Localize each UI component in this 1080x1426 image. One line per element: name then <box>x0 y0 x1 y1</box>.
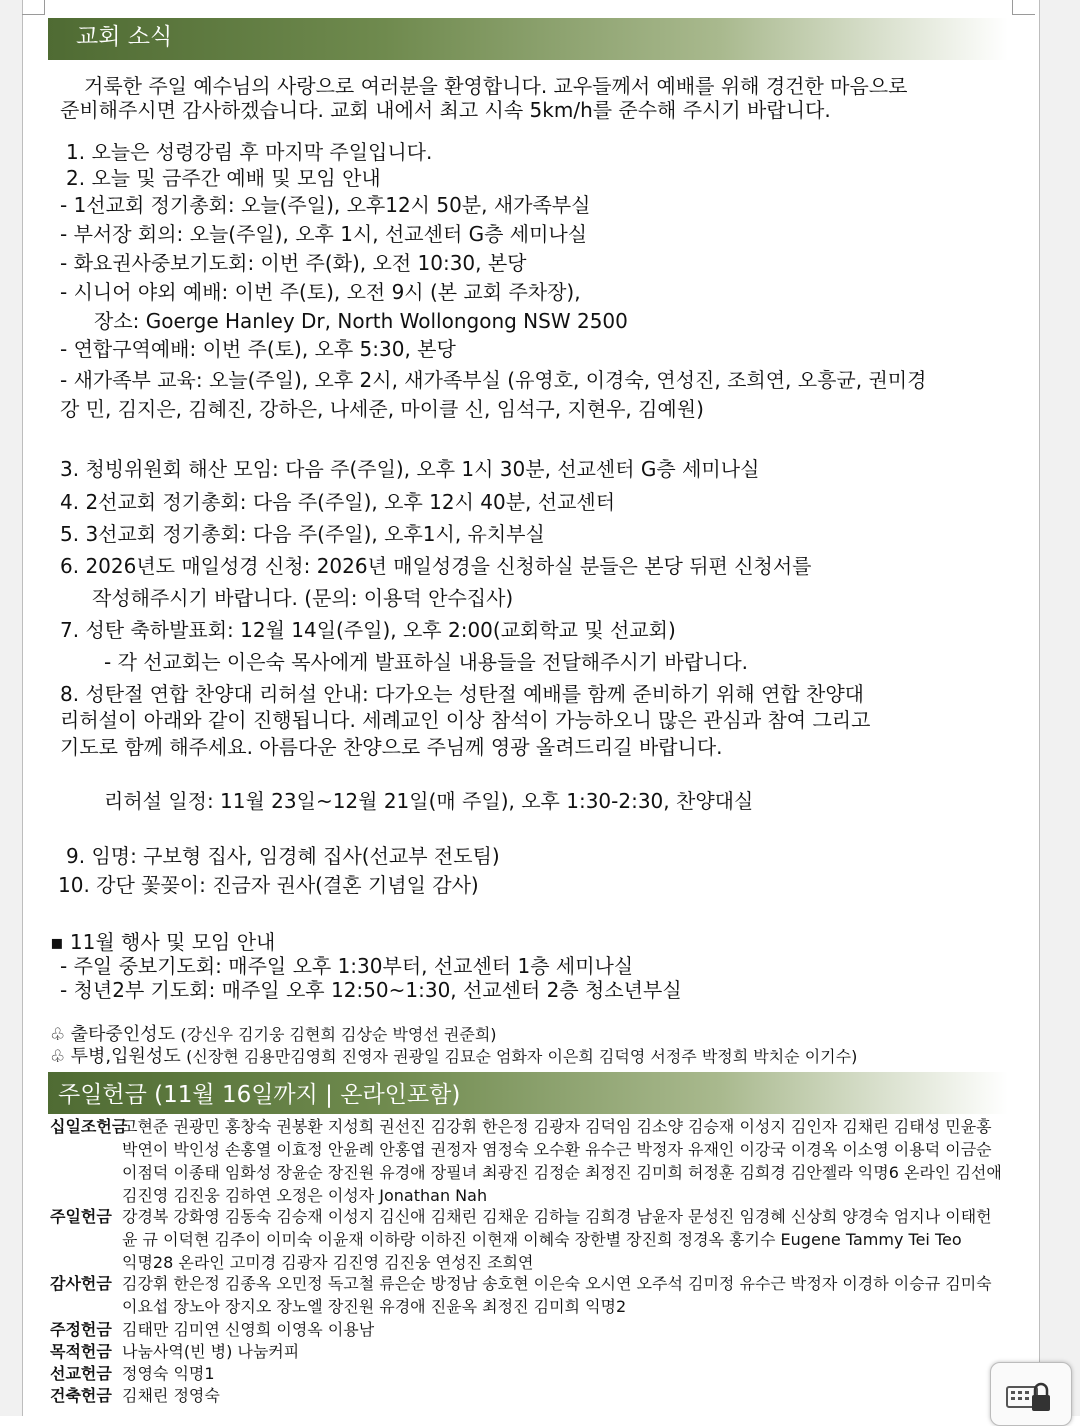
offering-banner <box>48 1072 1008 1114</box>
announcement-line: 1. 오늘은 성령강림 후 마지막 주일입니다. <box>66 140 433 164</box>
announcement-line: 장소: Goerge Hanley Dr, North Wollongong NSW 2500 <box>94 309 628 333</box>
offering-label: 선교헌금 <box>50 1364 112 1383</box>
offering-label: 목적헌금 <box>50 1342 112 1361</box>
offering-label: 주정헌금 <box>50 1320 112 1339</box>
offering-names <box>122 1205 1012 1274</box>
prayer-names: (강신우 김기웅 김현희 김상순 박영선 권준희) <box>180 1025 497 1044</box>
announcement-line: - 1선교회 정기총회: 오늘(주일), 오후12시 50분, 새가족부실 <box>60 193 591 217</box>
announcement-line: 리허설 일정: 11월 23일~12월 21일(매 주일), 오후 1:30-2:30, 찬양대실 <box>104 789 754 813</box>
intro-line-1: 거룩한 주일 예수님의 사랑으로 여러분을 환영합니다. 교우들께서 예배를 위해 경건한 마음으로 <box>84 74 908 98</box>
announcement-line: - 각 선교회는 이은숙 목사에게 발표하실 내용들을 전달해주시기 바랍니다. <box>104 650 749 674</box>
offering-names <box>122 1272 1012 1318</box>
announcement-line: 10. 강단 꽃꽂이: 진금자 권사(결혼 기념일 감사) <box>58 873 479 897</box>
offering-names <box>122 1115 1012 1207</box>
names-line: 강경복 강화영 김동숙 김승재 이성지 김신애 김채린 김채운 김하늘 김희경 남윤자 문성진 임경혜 신상희 양경숙 엄지나 이태헌 <box>122 1207 992 1226</box>
announcement-line: - 시니어 야외 예배: 이번 주(토), 오전 9시 (본 교회 주차장), <box>60 280 581 304</box>
prayer-label: 출타중인성도 <box>70 1024 175 1045</box>
offering-label: 건축헌금 <box>50 1386 112 1405</box>
news-title: 교회 소식 <box>76 24 173 50</box>
names-line: 이점덕 이종태 임화성 장윤순 장진원 유경애 장필녀 최광진 김정순 최정진 김미희 허정훈 김희경 김안젤라 익명6 온라인 김선애 <box>122 1163 1002 1182</box>
keyboard-lock-icon <box>991 1363 1071 1417</box>
prayer-label: 투병,입원성도 <box>70 1046 181 1067</box>
announcement-line: 7. 성탄 축하발표회: 12월 14일(주일), 오후 2:00(교회학교 및 선교회) <box>60 618 676 642</box>
announcement-line: ▪ 11월 행사 및 모임 안내 <box>50 930 276 954</box>
names-line: 나눔사역(빈 병) 나눔커피 <box>122 1342 300 1361</box>
announcement-line: 리허설이 아래와 같이 진행됩니다. 세례교인 이상 참석이 가능하오니 많은 관심과 참여 그리고 <box>60 708 871 732</box>
announcement-line: 3. 청빙위원회 해산 모임: 다음 주(주일), 오후 1시 30분, 선교센터 G층 세미나실 <box>60 457 760 481</box>
margin-corner-right <box>1012 0 1035 15</box>
names-line: 정영숙 익명1 <box>122 1364 215 1383</box>
announcement-line: - 청년2부 기도회: 매주일 오후 12:50~1:30, 선교센터 2층 청소년부실 <box>60 978 682 1002</box>
prayer-names: (신장현 김용만김영희 진영자 권광일 김묘순 엄화자 이은희 김덕영 서정주 박정희 박치순 이기수) <box>186 1047 858 1066</box>
names-line: 김태만 김미연 신영희 이영옥 이용남 <box>122 1320 375 1339</box>
names-line: 박연이 박인성 손홍열 이효정 안윤례 안홍엽 권정자 염정숙 오수환 유수근 박정자 유재인 이강국 이경옥 이소영 이용덕 이금순 <box>122 1140 992 1159</box>
names-line: 김채린 정영숙 <box>122 1386 220 1405</box>
clover-icon: ♧ <box>50 1047 66 1067</box>
names-line: 윤 규 이덕현 김주이 이미숙 이윤재 이하랑 이하진 이현재 이혜숙 장한별 장진희 정경옥 홍기수 Eugene Tammy Tei Teo <box>122 1230 962 1249</box>
announcement-line: 5. 3선교회 정기총회: 다음 주(주일), 오후1시, 유치부실 <box>60 522 545 546</box>
margin-corner-left <box>22 0 45 15</box>
announcement-line: 9. 임명: 구보형 집사, 임경혜 집사(선교부 전도팀) <box>66 844 500 868</box>
announcement-line: - 부서장 회의: 오늘(주일), 오후 1시, 선교센터 G층 세미나실 <box>60 222 588 246</box>
names-line: 김강휘 한은정 김종옥 오민정 독고철 류은순 방정남 송호현 이은숙 오시연 오주석 김미정 유수근 박정자 이경하 이승규 김미숙 <box>122 1274 992 1293</box>
news-banner <box>48 18 1008 60</box>
announcement-line: - 화요권사중보기도회: 이번 주(화), 오전 10:30, 본당 <box>60 251 527 275</box>
offering-names <box>122 1318 1012 1341</box>
offering-label: 주일헌금 <box>50 1207 112 1226</box>
names-line: 이요섭 장노아 장지오 장노엘 장진원 유경애 진윤옥 최정진 김미희 익명2 <box>122 1297 627 1316</box>
offering-names <box>122 1384 1012 1407</box>
clover-icon: ♧ <box>50 1025 66 1045</box>
prayer-sick <box>50 1046 857 1068</box>
announcement-line: 강 민, 김지은, 김혜진, 강하은, 나세준, 마이클 신, 임석구, 지현우, 김예원) <box>60 397 704 421</box>
announcement-line: 2. 오늘 및 금주간 예배 및 모임 안내 <box>66 166 381 190</box>
announcement-line: - 새가족부 교육: 오늘(주일), 오후 2시, 새가족부실 (유영호, 이경숙, 연성진, 조희연, 오흥균, 권미경 <box>60 368 927 392</box>
announcement-line: 6. 2026년도 매일성경 신청: 2026년 매일성경을 신청하실 분들은 본당 뒤편 신청서를 <box>60 554 812 578</box>
announcement-line: - 주일 중보기도회: 매주일 오후 1:30부터, 선교센터 1층 세미나실 <box>60 954 634 978</box>
keyboard-lock-button[interactable] <box>990 1362 1072 1426</box>
names-line: 김진영 김진웅 김하연 오정은 이성자 Jonathan Nah <box>122 1186 488 1205</box>
announcement-line: - 연합구역예배: 이번 주(토), 오후 5:30, 본당 <box>60 337 456 361</box>
intro-line-2: 준비해주시면 감사하겠습니다. 교회 내에서 최고 시속 5km/h를 준수해 주시기 바랍니다. <box>60 98 831 122</box>
offering-label: 십일조헌금 <box>50 1117 128 1136</box>
offering-label: 감사헌금 <box>50 1274 112 1293</box>
announcement-line: 8. 성탄절 연합 찬양대 리허설 안내: 다가오는 성탄절 예배를 함께 준비하기 위해 연합 찬양대 <box>60 682 864 706</box>
names-line: 익명28 온라인 고미경 김광자 김진영 김진웅 연성진 조희연 <box>122 1253 534 1272</box>
names-line: 고현준 권광민 홍창숙 권봉환 지성희 권선진 김강휘 한은정 김광자 김덕임 김소양 김승재 이성지 김인자 김채린 김태성 민윤홍 <box>122 1117 992 1136</box>
offering-title: 주일헌금 (11월 16일까지 | 온라인포함) <box>58 1082 461 1108</box>
announcement-line: 4. 2선교회 정기총회: 다음 주(주일), 오후 12시 40분, 선교센터 <box>60 490 616 514</box>
announcement-line: 기도로 함께 해주세요. 아름다운 찬양으로 주님께 영광 올려드리길 바랍니다. <box>60 735 723 759</box>
announcement-line: 작성해주시기 바랍니다. (문의: 이용덕 안수집사) <box>92 586 514 610</box>
offering-names <box>122 1362 1012 1385</box>
offering-names <box>122 1340 1012 1363</box>
prayer-absent <box>50 1024 497 1046</box>
